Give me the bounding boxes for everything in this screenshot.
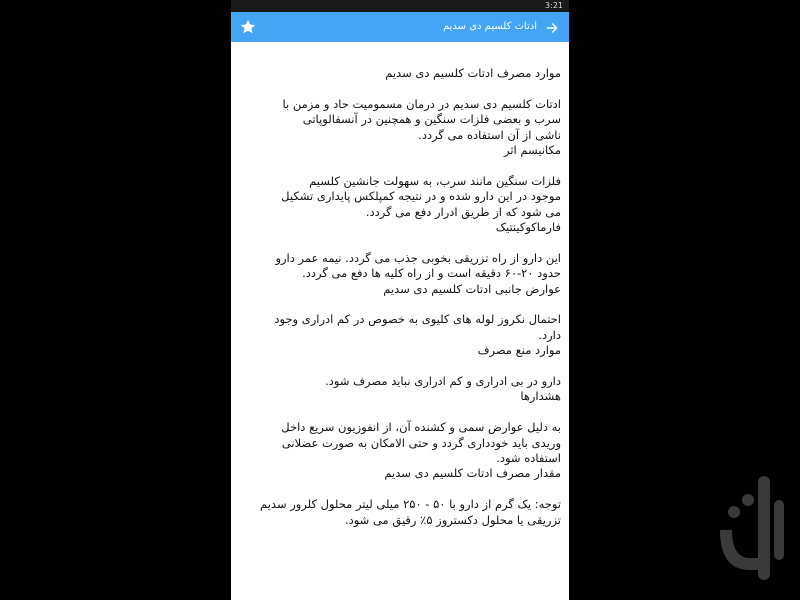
- paragraph-contraindications: دارو در بی ادراری و کم ادراری نباید مصرف شود. هشدارها: [325, 374, 561, 404]
- paragraph-dosage: توجه: یک گرم از دارو با ۵۰ - ۲۵۰ میلی لیتر محلول کلرور سدیم تزریقی یا محلول دکستروز ۵٪ رقیق می شود.: [260, 497, 561, 527]
- page-title: ادتات کلسیم دی سدیم: [442, 21, 537, 32]
- paragraph-side-effects: احتمال نکروز لوله های کلیوی به خصوص در کم ادراری وجود دارد. موارد منع مصرف: [274, 312, 561, 358]
- bazaar-logo-icon: [712, 470, 792, 590]
- star-icon[interactable]: [239, 18, 257, 36]
- paragraph-mechanism: فلزات سنگین مانند سرب، به سهولت جانشین کلسیم موجود در این دارو شده و در نتیجه کمپلکس پایداری تشکیل می شود که از طریق ادرار دفع می گردد. فارماکوکینتیک: [281, 173, 561, 235]
- article-text: [239, 66, 561, 543]
- paragraph-usage-title: موارد مصرف ادتات کلسیم دی سدیم: [385, 66, 561, 80]
- paragraph-warnings: به دلیل عوارض سمی و کشنده آن، از انفوزیون سریع داخل وریدی باید خودداری گردد و حتی الامکان به صورت عضلانی استفاده شود. مقدار مصرف ادتات کلسیم دی سدیم: [281, 420, 561, 481]
- phone-screen: [231, 0, 569, 600]
- content-area[interactable]: [231, 42, 569, 600]
- status-time: 3:21: [545, 1, 563, 10]
- paragraph-pharmacokinetics: این دارو از راه تزریقی بخوبی جذب می گردد. نیمه عمر دارو حدود ۲۰-۶۰ دقیقه است و از راه کلیه ها دفع می گردد. عوارض جانبی ادتات کلسیم دی سدیم: [275, 250, 561, 296]
- status-bar: [231, 0, 569, 12]
- paragraph-usage: ادتات کلسیم دی سدیم در درمان مسمومیت حاد و مزمن با سرب و بعضی فلزات سنگین و همچنین در آنسفالوپاتی ناشی از آن استفاده می گردد. مکانیسم اثر: [282, 96, 561, 158]
- arrow-right-icon[interactable]: [545, 20, 559, 34]
- app-bar: [231, 12, 569, 42]
